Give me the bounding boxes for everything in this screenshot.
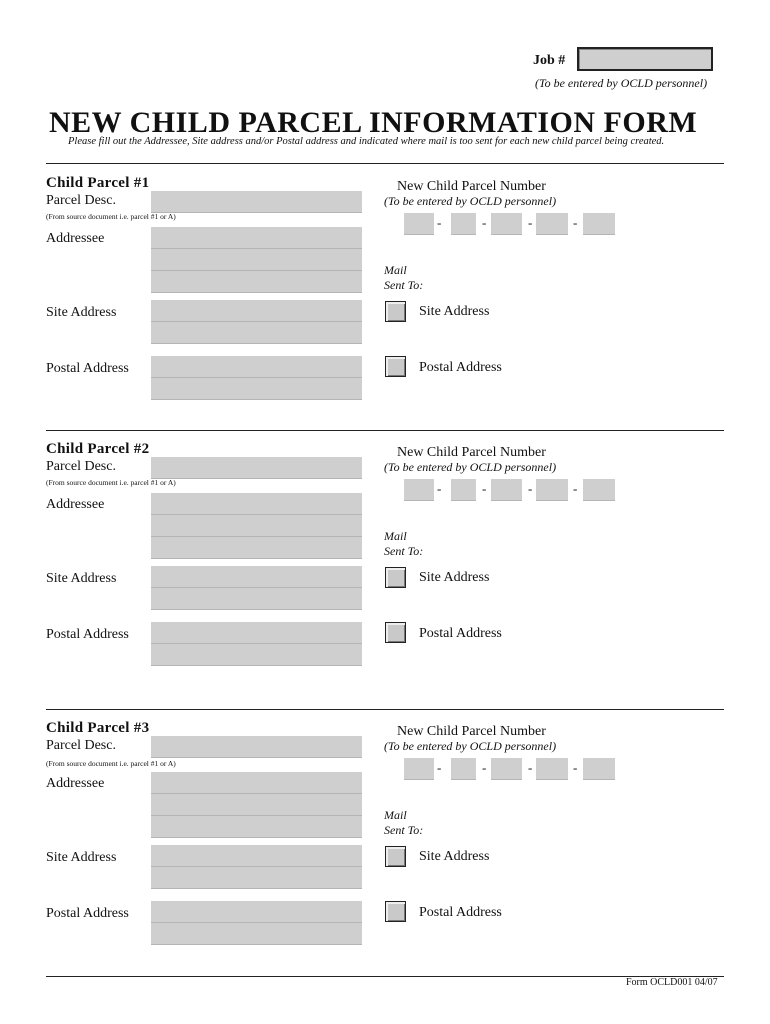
form-instructions: Please fill out the Addressee, Site address and/or Postal address and indicated where mail is too sent for each new child parcel being created.: [68, 136, 665, 147]
child-parcel-title: Child Parcel #3: [46, 720, 150, 736]
site-address-field-2[interactable]: [151, 588, 362, 610]
job-number-field[interactable]: [577, 47, 713, 71]
site-address-label: Site Address: [46, 305, 117, 320]
form-title: NEW CHILD PARCEL INFORMATION FORM: [49, 106, 698, 139]
child-number-seg-2[interactable]: [451, 758, 476, 780]
child-number-seg-4[interactable]: [536, 213, 568, 235]
postal-address-field-1[interactable]: [151, 356, 362, 378]
dash: -: [482, 760, 487, 775]
parcel-desc-label: Parcel Desc.: [46, 459, 116, 474]
mail-site-address-label: Site Address: [419, 570, 490, 585]
mail-label: Mail: [384, 808, 407, 822]
child-number-seg-2[interactable]: [451, 479, 476, 501]
postal-address-field-1[interactable]: [151, 901, 362, 923]
postal-address-field-2[interactable]: [151, 644, 362, 666]
postal-address-field-2[interactable]: [151, 378, 362, 400]
postal-address-field-1[interactable]: [151, 622, 362, 644]
mail-postal-address-checkbox[interactable]: [385, 622, 406, 643]
child-number-seg-2[interactable]: [451, 213, 476, 235]
child-number-seg-4[interactable]: [536, 758, 568, 780]
mail-site-address-label: Site Address: [419, 849, 490, 864]
new-child-number-label: New Child Parcel Number: [397, 445, 546, 460]
site-address-field-1[interactable]: [151, 300, 362, 322]
mail-postal-address-checkbox[interactable]: [385, 356, 406, 377]
site-address-field-1[interactable]: [151, 566, 362, 588]
child-number-seg-4[interactable]: [536, 479, 568, 501]
dash: -: [437, 215, 442, 230]
parcel-desc-field[interactable]: [151, 457, 362, 479]
site-address-field-1[interactable]: [151, 845, 362, 867]
dash: -: [573, 481, 578, 496]
addressee-field-3[interactable]: [151, 816, 362, 838]
dash: -: [528, 215, 533, 230]
new-child-number-note: (To be entered by OCLD personnel): [384, 460, 557, 474]
mail-postal-address-checkbox[interactable]: [385, 901, 406, 922]
parcel-desc-field[interactable]: [151, 191, 362, 213]
parcel-desc-note: (From source document i.e. parcel #1 or A): [46, 759, 176, 768]
child-number-seg-3[interactable]: [491, 213, 522, 235]
mail-postal-address-label: Postal Address: [419, 905, 502, 920]
child-number-seg-3[interactable]: [491, 758, 522, 780]
mail-sent-to-label: Sent To:: [384, 544, 424, 558]
divider-1: [46, 430, 724, 431]
addressee-field-2[interactable]: [151, 249, 362, 271]
child-number-seg-3[interactable]: [491, 479, 522, 501]
addressee-field-1[interactable]: [151, 493, 362, 515]
dash: -: [528, 481, 533, 496]
dash: -: [528, 760, 533, 775]
site-address-label: Site Address: [46, 571, 117, 586]
mail-sent-to-label: Sent To:: [384, 278, 424, 292]
mail-site-address-checkbox[interactable]: [385, 846, 406, 867]
addressee-label: Addressee: [46, 776, 105, 791]
mail-site-address-checkbox[interactable]: [385, 301, 406, 322]
new-child-number-note: (To be entered by OCLD personnel): [384, 194, 557, 208]
postal-address-label: Postal Address: [46, 906, 129, 921]
new-child-number-label: New Child Parcel Number: [397, 724, 546, 739]
postal-address-label: Postal Address: [46, 361, 129, 376]
parcel-desc-label: Parcel Desc.: [46, 193, 116, 208]
dash: -: [573, 215, 578, 230]
divider-bottom: [46, 976, 724, 977]
child-parcel-section-2: [0, 441, 770, 701]
parcel-desc-note: (From source document i.e. parcel #1 or A): [46, 478, 176, 487]
job-note: (To be entered by OCLD personnel): [535, 76, 708, 90]
site-address-field-2[interactable]: [151, 322, 362, 344]
addressee-field-1[interactable]: [151, 227, 362, 249]
mail-label: Mail: [384, 529, 407, 543]
child-parcel-section-1: [0, 175, 770, 435]
new-child-number-label: New Child Parcel Number: [397, 179, 546, 194]
addressee-field-2[interactable]: [151, 515, 362, 537]
parcel-desc-note: (From source document i.e. parcel #1 or A): [46, 212, 176, 221]
mail-label: Mail: [384, 263, 407, 277]
postal-address-field-2[interactable]: [151, 923, 362, 945]
mail-site-address-checkbox[interactable]: [385, 567, 406, 588]
addressee-label: Addressee: [46, 231, 105, 246]
divider-2: [46, 709, 724, 710]
job-label: Job #: [533, 53, 566, 68]
new-child-number-note: (To be entered by OCLD personnel): [384, 739, 557, 753]
child-number-seg-5[interactable]: [583, 213, 615, 235]
child-parcel-title: Child Parcel #1: [46, 175, 150, 191]
mail-sent-to-label: Sent To:: [384, 823, 424, 837]
addressee-field-3[interactable]: [151, 537, 362, 559]
mail-postal-address-label: Postal Address: [419, 360, 502, 375]
dash: -: [437, 481, 442, 496]
addressee-field-3[interactable]: [151, 271, 362, 293]
form-id: Form OCLD001 04/07: [626, 977, 718, 988]
child-number-seg-1[interactable]: [404, 758, 434, 780]
site-address-field-2[interactable]: [151, 867, 362, 889]
addressee-field-1[interactable]: [151, 772, 362, 794]
dash: -: [482, 215, 487, 230]
dash: -: [482, 481, 487, 496]
mail-site-address-label: Site Address: [419, 304, 490, 319]
child-number-seg-1[interactable]: [404, 479, 434, 501]
addressee-label: Addressee: [46, 497, 105, 512]
site-address-label: Site Address: [46, 850, 117, 865]
postal-address-label: Postal Address: [46, 627, 129, 642]
parcel-desc-label: Parcel Desc.: [46, 738, 116, 753]
mail-postal-address-label: Postal Address: [419, 626, 502, 641]
parcel-desc-field[interactable]: [151, 736, 362, 758]
dash: -: [573, 760, 578, 775]
child-number-seg-5[interactable]: [583, 758, 615, 780]
child-number-seg-5[interactable]: [583, 479, 615, 501]
dash: -: [437, 760, 442, 775]
child-parcel-section-3: [0, 720, 770, 980]
addressee-field-2[interactable]: [151, 794, 362, 816]
child-number-seg-1[interactable]: [404, 213, 434, 235]
child-parcel-title: Child Parcel #2: [46, 441, 150, 457]
divider-top: [46, 163, 724, 164]
